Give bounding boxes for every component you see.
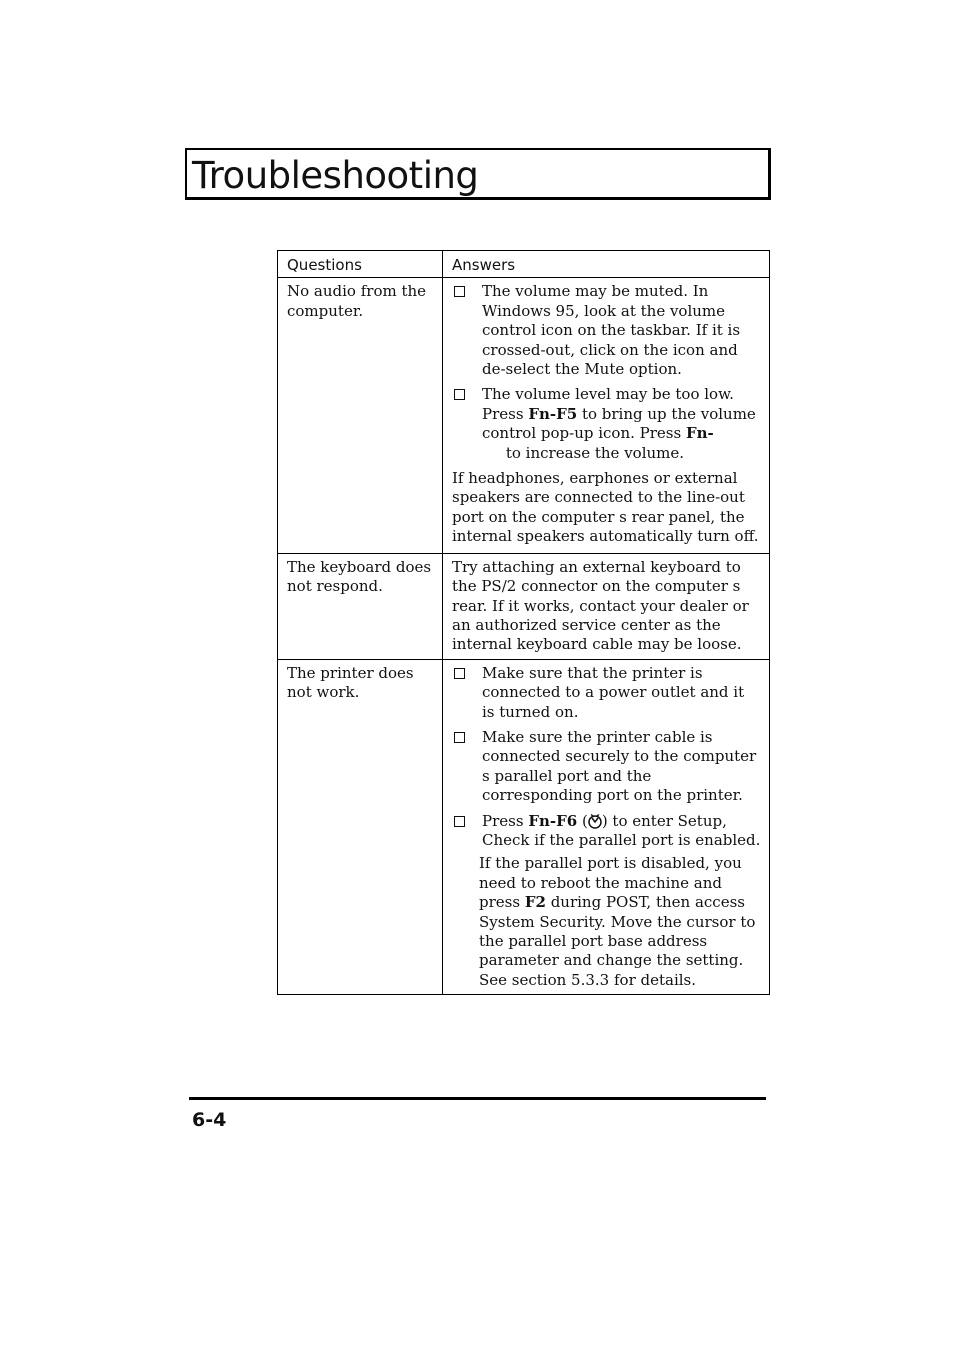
key-combo: Fn- (685, 424, 714, 443)
answer-audio (443, 278, 770, 553)
answer-note: If headphones, earphones or external speakers are connected to the line-out port on the computer s rear panel, the internal speakers automatically turn off. (452, 469, 759, 546)
key-combo: Fn-F6 (528, 811, 578, 830)
bullet-text (482, 812, 761, 851)
title-box (185, 148, 771, 200)
text-segment: ) to enter Setup, Check if the parallel port is enabled. (482, 811, 761, 849)
bullet-text (482, 385, 761, 463)
answer-bullet (452, 385, 761, 463)
bullet-text: Make sure the printer cable is connected securely to the computer s parallel port and the corresponding port on the printer. (482, 727, 757, 805)
text-segment: to bring up the volume control pop-up icon. Press (482, 404, 756, 443)
table-row-keyboard (278, 553, 770, 659)
column-header-questions: Questions (278, 251, 443, 278)
footer-rule (189, 1097, 766, 1100)
table-row-printer (278, 659, 770, 995)
checkbox-bullet-icon (454, 286, 465, 297)
troubleshooting-table (277, 250, 770, 995)
bullet-text: Make sure that the printer is connected to a power outlet and it is turned on. (482, 663, 745, 721)
answer-bullet (452, 282, 761, 379)
text-segment: to increase the volume. (482, 443, 685, 462)
answer-bullet (452, 812, 761, 851)
text-segment: Press (482, 811, 529, 830)
setup-clock-icon (588, 813, 602, 829)
key-combo: Fn-F5 (528, 404, 578, 423)
checkbox-bullet-icon (454, 668, 465, 679)
page-number: 6-4 (192, 1109, 227, 1131)
answer-printer (443, 659, 770, 995)
checkbox-bullet-icon (454, 816, 465, 827)
text-segment: during POST, then access System Security. Move the cursor to the parallel port base address parameter and change the setting. See section 5.3.3 for details. (479, 893, 756, 989)
checkbox-bullet-icon (454, 732, 465, 743)
text-segment: The volume level may be too low. Press (482, 385, 734, 423)
question-printer: The printer does not work. (278, 659, 443, 995)
answer-bullet (452, 664, 761, 722)
question-audio: No audio from the computer. (278, 278, 443, 553)
question-keyboard: The keyboard does not respond. (278, 553, 443, 659)
table-header-row (278, 251, 770, 278)
checkbox-bullet-icon (454, 389, 465, 400)
bullet-text: The volume may be muted. In Windows 95, look at the volume control icon on the taskbar. If it is crossed-out, click on the icon and de-select the Mute option. (482, 282, 741, 379)
page-title: Troubleshooting (192, 154, 479, 197)
table-row-audio (278, 278, 770, 553)
answer-keyboard: Try attaching an external keyboard to the PS/2 connector on the computer s rear. If it works, contact your dealer or an authorized service center as the internal keyboard cable may be loose. (443, 553, 770, 659)
answer-note (479, 854, 761, 990)
column-header-answers: Answers (443, 251, 770, 278)
answer-bullet (452, 728, 761, 806)
text-segment: ( (577, 811, 588, 830)
key-combo: F2 (524, 893, 546, 912)
text-segment: If the parallel port is disabled, you need to reboot the machine and press (479, 854, 742, 912)
